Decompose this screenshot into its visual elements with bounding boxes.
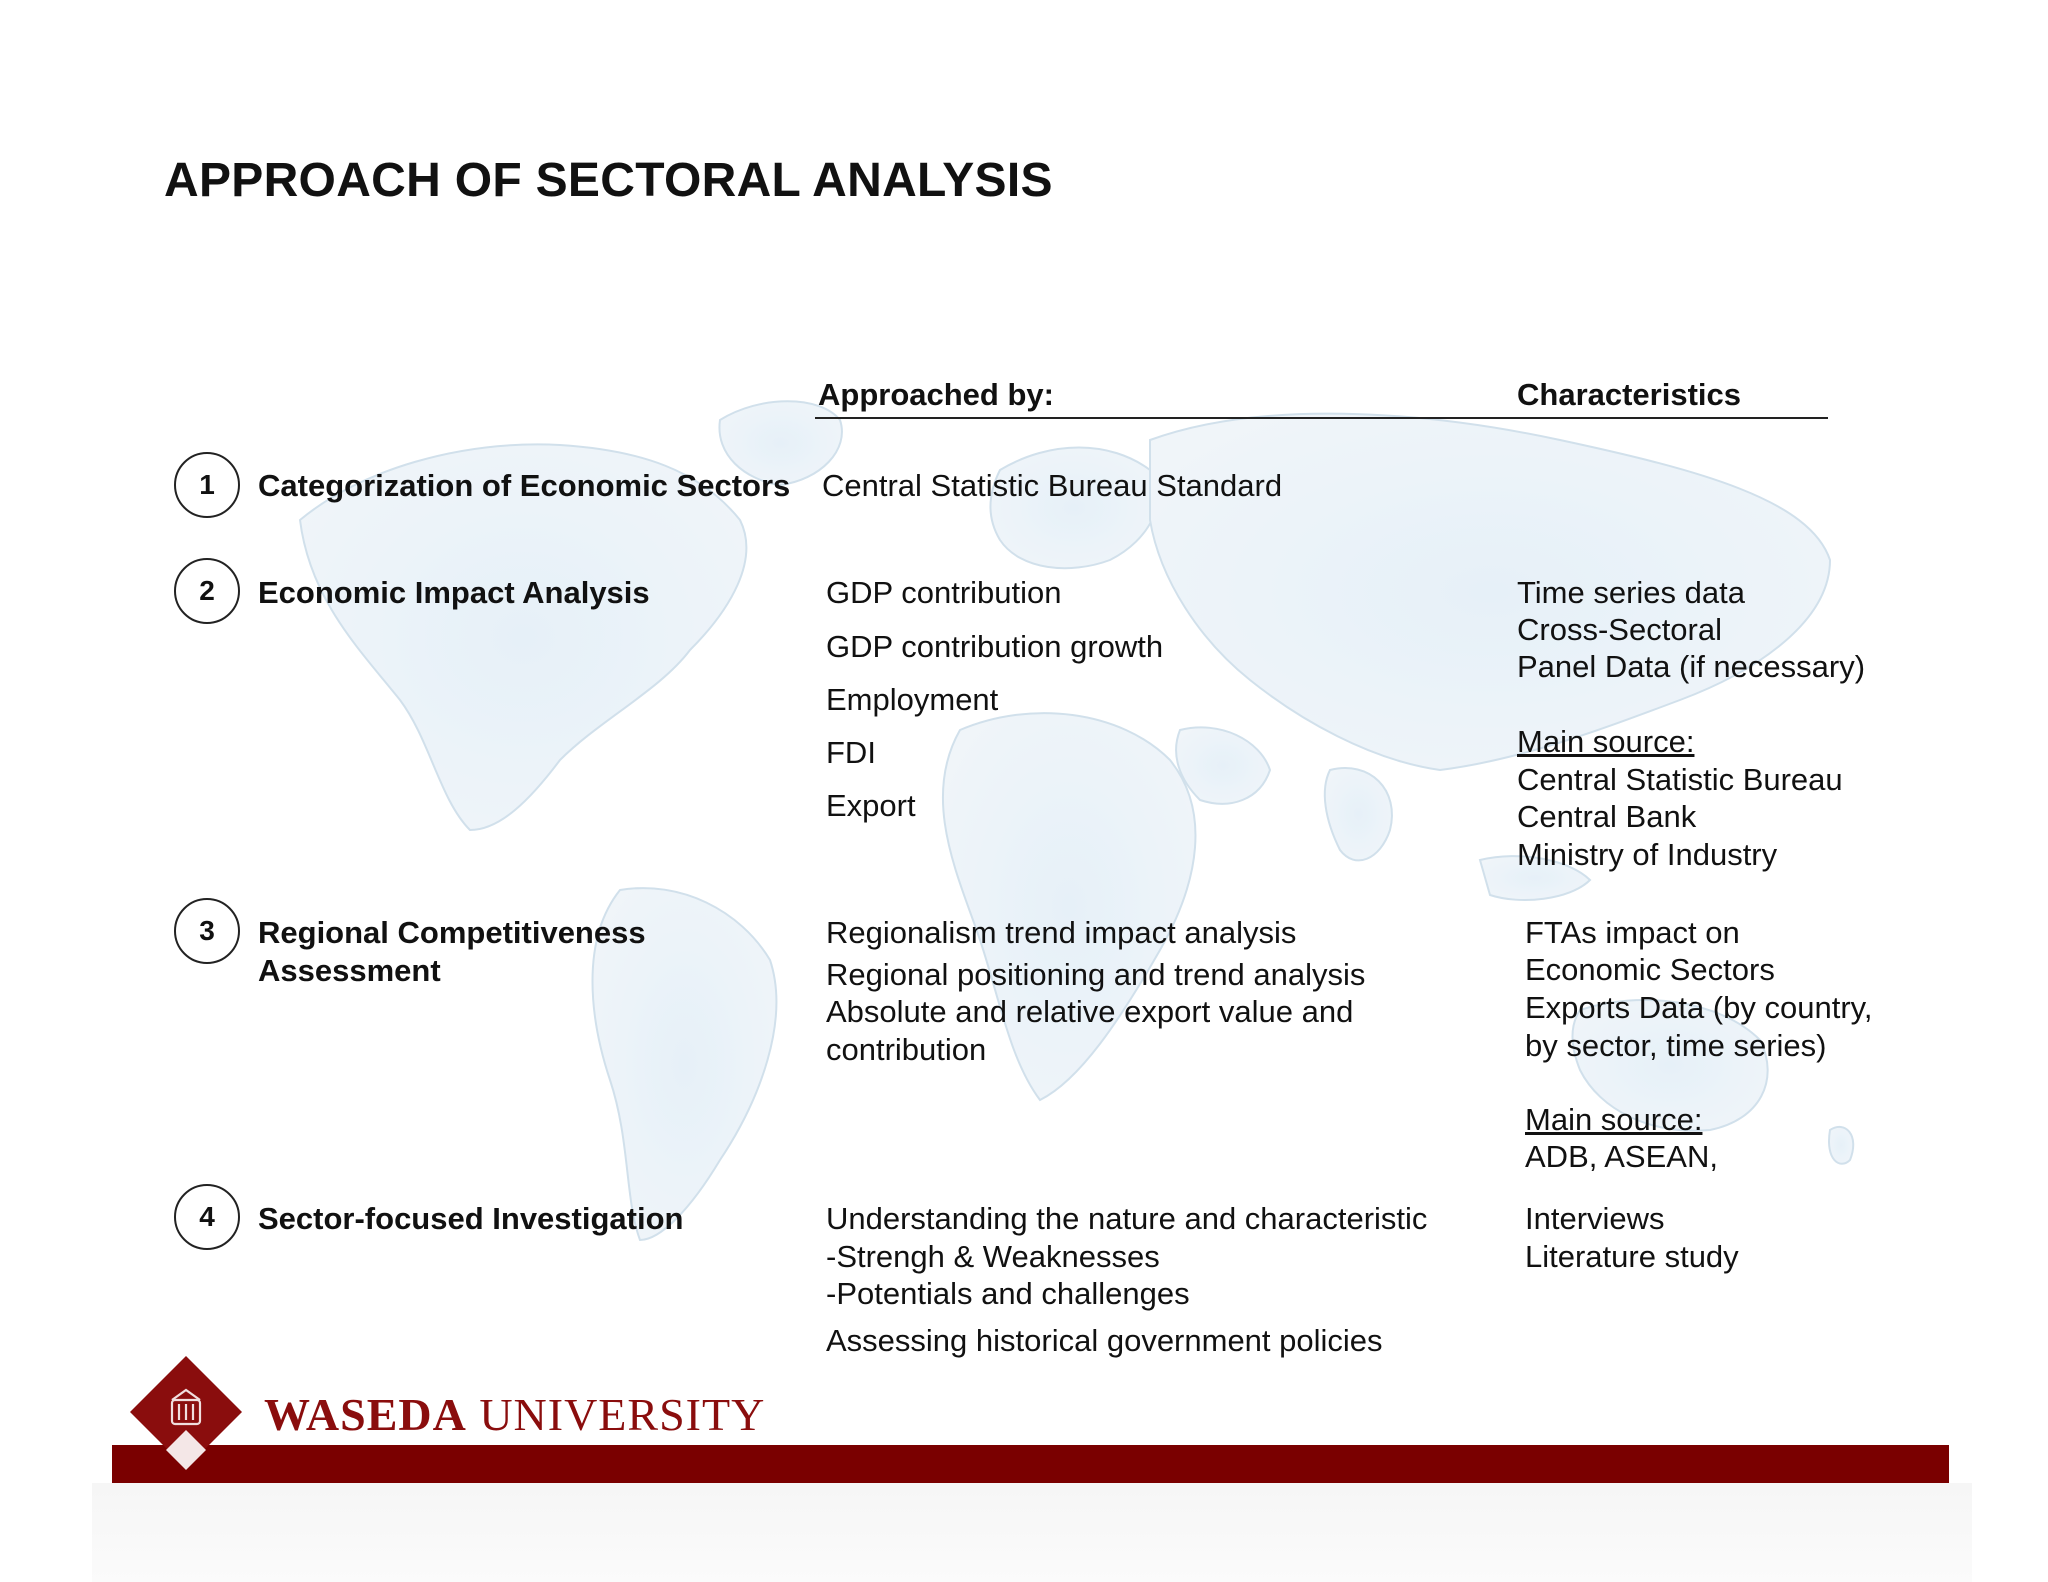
approach-item: -Strengh & Weaknesses xyxy=(826,1239,1160,1274)
university-logo-text: WASEDA UNIVERSITY xyxy=(264,1389,766,1440)
source-item: Central Bank xyxy=(1517,799,1697,834)
approach-item: Central Statistic Bureau Standard xyxy=(822,468,1283,503)
characteristic-item: Cross-Sectoral xyxy=(1517,612,1722,647)
approach-item: Regionalism trend impact analysis xyxy=(826,915,1297,950)
source-item: Central Statistic Bureau xyxy=(1517,762,1843,797)
sector-title-1: Categorization of Economic Sectors xyxy=(258,468,791,503)
approach-item: contribution xyxy=(826,1032,987,1067)
step-number-3: 3 xyxy=(174,898,240,964)
approach-item: GDP contribution growth xyxy=(826,629,1164,664)
approach-item: GDP contribution xyxy=(826,575,1062,610)
approach-item: Export xyxy=(826,788,916,823)
sector-title-4: Sector-focused Investigation xyxy=(258,1201,684,1236)
characteristic-item: by sector, time series) xyxy=(1525,1028,1827,1063)
step-number-4: 4 xyxy=(174,1184,240,1250)
characteristic-item: Economic Sectors xyxy=(1525,952,1775,987)
footer-band xyxy=(112,1445,1949,1483)
characteristic-item: Exports Data (by country, xyxy=(1525,990,1873,1025)
approach-item: Assessing historical government policies xyxy=(826,1323,1383,1358)
step-number-1: 1 xyxy=(174,452,240,518)
source-item: Ministry of Industry xyxy=(1517,837,1778,872)
approach-item: Employment xyxy=(826,682,999,717)
characteristic-item: Interviews xyxy=(1525,1201,1665,1236)
source-item: ADB, ASEAN, xyxy=(1525,1139,1718,1174)
sector-title-3: Regional Competitiveness xyxy=(258,915,646,950)
main-source-label: Main source: xyxy=(1525,1102,1703,1137)
step-number-2: 2 xyxy=(174,558,240,624)
characteristic-item: Literature study xyxy=(1525,1239,1739,1274)
characteristic-item: Time series data xyxy=(1517,575,1745,610)
waseda-emblem-icon xyxy=(126,1352,246,1474)
sector-title-3-line-2: Assessment xyxy=(258,953,441,988)
main-source-label: Main source: xyxy=(1517,724,1695,759)
approach-item: -Potentials and challenges xyxy=(826,1276,1190,1311)
page-title: APPROACH OF SECTORAL ANALYSIS xyxy=(164,154,1053,207)
approach-item: Understanding the nature and characteristic xyxy=(826,1201,1428,1236)
approach-item: FDI xyxy=(826,735,876,770)
characteristic-item: Panel Data (if necessary) xyxy=(1517,649,1866,684)
approach-item: Absolute and relative export value and xyxy=(826,994,1354,1029)
header-approached-by: Approached by: xyxy=(818,377,1054,412)
sector-title-2: Economic Impact Analysis xyxy=(258,575,650,610)
header-characteristics: Characteristics xyxy=(1517,377,1742,412)
footer-shade xyxy=(92,1483,1972,1582)
characteristic-item: FTAs impact on xyxy=(1525,915,1740,950)
header-divider xyxy=(815,417,1828,419)
approach-item: Regional positioning and trend analysis xyxy=(826,957,1366,992)
